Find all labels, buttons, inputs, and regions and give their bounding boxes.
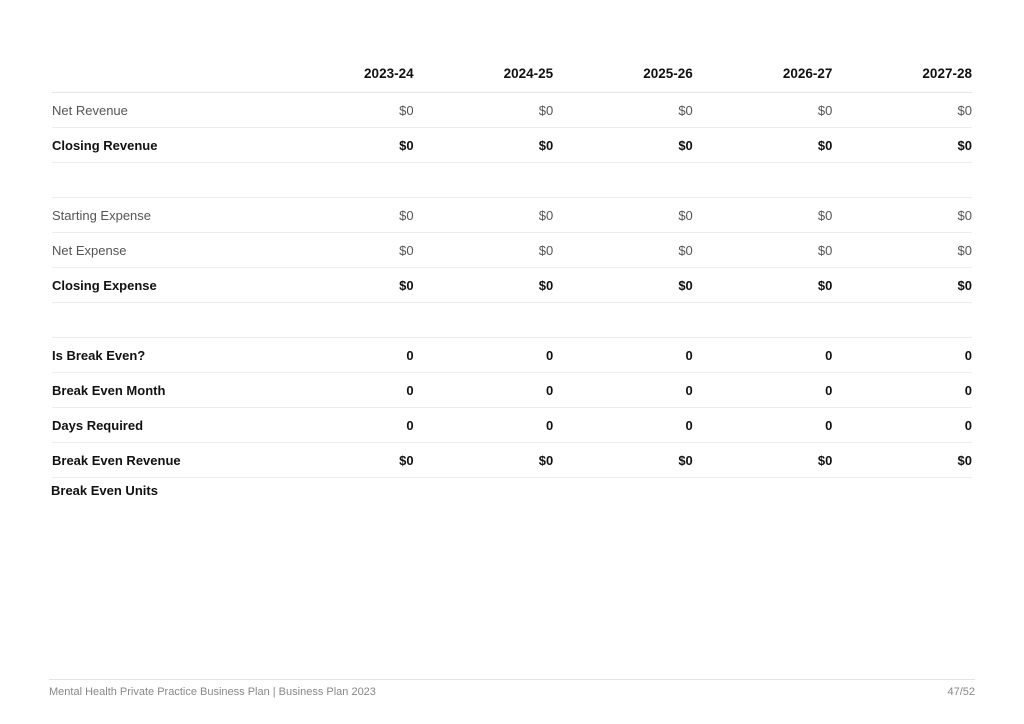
row-value: $0 <box>817 242 833 258</box>
row-label: Closing Expense <box>52 277 157 293</box>
row-value: 0 <box>964 382 972 398</box>
table-spacer-row <box>52 303 972 338</box>
row-value: $0 <box>399 242 414 258</box>
row-value: 0 <box>406 417 414 433</box>
row-value: $0 <box>957 207 972 223</box>
row-value: 0 <box>545 347 554 363</box>
row-value: $0 <box>957 277 972 293</box>
table-row <box>52 93 972 128</box>
row-value: $0 <box>399 452 414 468</box>
row-value: $0 <box>399 277 414 293</box>
header-year: 2026-27 <box>782 66 833 81</box>
table-row <box>52 443 972 478</box>
row-value: $0 <box>678 452 693 468</box>
row-value: $0 <box>678 242 693 258</box>
row-value: $0 <box>678 137 693 153</box>
row-value: $0 <box>957 452 972 468</box>
row-value: 0 <box>964 417 972 433</box>
table-row <box>52 128 972 163</box>
break-even-units-label: Break Even Units <box>51 483 158 498</box>
row-value: $0 <box>399 102 414 118</box>
page-number: 47/52 <box>947 686 975 698</box>
row-value: 0 <box>825 347 833 363</box>
row-value: $0 <box>817 277 833 293</box>
row-value: $0 <box>538 207 554 223</box>
row-value: $0 <box>817 207 833 223</box>
table-header-row <box>52 55 972 93</box>
row-label: Net Expense <box>52 242 127 258</box>
row-value: $0 <box>399 207 414 223</box>
row-value: 0 <box>406 382 414 398</box>
header-year: 2023-24 <box>364 66 414 81</box>
row-value: $0 <box>538 452 554 468</box>
row-value: $0 <box>538 137 554 153</box>
row-label: Days Required <box>52 417 144 433</box>
row-value: $0 <box>957 102 972 118</box>
row-value: 0 <box>545 417 554 433</box>
row-value: $0 <box>538 277 554 293</box>
row-value: $0 <box>817 137 833 153</box>
table-row <box>52 233 972 268</box>
header-year: 2025-26 <box>643 66 693 81</box>
row-label: Break Even Month <box>52 382 166 398</box>
table-body <box>52 93 972 478</box>
footer-divider <box>49 679 975 680</box>
table-spacer-row <box>52 163 972 198</box>
table-row <box>52 268 972 303</box>
row-value: $0 <box>399 137 414 153</box>
table-row <box>52 198 972 233</box>
row-label: Net Revenue <box>52 102 128 118</box>
table-row <box>52 408 972 443</box>
row-label: Is Break Even? <box>52 347 146 363</box>
table-row <box>52 373 972 408</box>
row-label: Starting Expense <box>52 207 152 223</box>
row-value: $0 <box>957 242 972 258</box>
header-year: 2024-25 <box>503 66 554 81</box>
row-value: 0 <box>685 382 693 398</box>
row-value: 0 <box>825 382 833 398</box>
row-value: 0 <box>685 417 693 433</box>
footer-title: Mental Health Private Practice Business Plan | Business Plan 2023 <box>49 686 376 698</box>
row-value: 0 <box>545 382 554 398</box>
row-value: 0 <box>685 347 693 363</box>
row-label: Closing Revenue <box>52 137 158 153</box>
row-value: 0 <box>964 347 972 363</box>
row-label: Break Even Revenue <box>52 452 181 468</box>
row-value: $0 <box>538 102 554 118</box>
header-year: 2027-28 <box>922 66 972 81</box>
row-value: $0 <box>817 102 833 118</box>
row-value: $0 <box>538 242 554 258</box>
row-value: $0 <box>957 137 972 153</box>
row-value: $0 <box>678 277 693 293</box>
row-value: 0 <box>406 347 414 363</box>
row-value: $0 <box>678 102 693 118</box>
row-value: $0 <box>817 452 833 468</box>
row-value: $0 <box>678 207 693 223</box>
break-even-table <box>52 55 972 478</box>
row-value: 0 <box>825 417 833 433</box>
table-row <box>52 338 972 373</box>
